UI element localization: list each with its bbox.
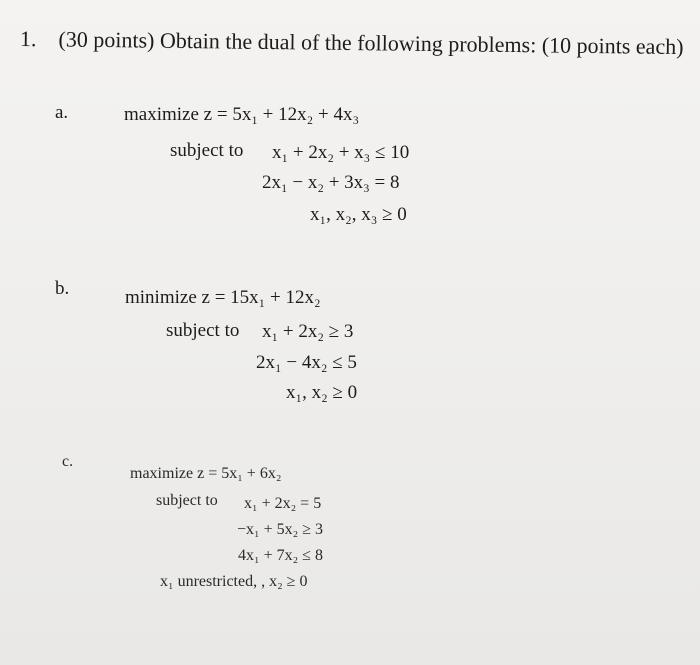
problem-c-constraint-1: x₁ + 2x₂ = 5 (244, 495, 322, 512)
problem-a-constraint-2: 2x₁ − x₂ + 3x₃ = 8 (262, 172, 400, 193)
problem-c-constraint-2: −x₁ + 5x₂ ≥ 3 (237, 521, 323, 538)
problem-a-subject-to: subject to (170, 140, 244, 161)
question-title-row (20, 26, 684, 60)
question-number: 1. (19, 26, 37, 52)
problem-c-label: c. (62, 453, 74, 470)
problem-b-label: b. (55, 278, 70, 299)
problem-c-constraint-3: 4x₁ + 7x₂ ≤ 8 (238, 547, 323, 564)
problem-c-objective: maximize z = 5x₁ + 6x₂ (130, 465, 282, 482)
problem-c-constraint-4: x₁ unrestricted, , x₂ ≥ 0 (160, 573, 308, 590)
problem-a-constraint-1: x₁ + 2x₂ + x₃ ≤ 10 (272, 142, 410, 163)
problem-b-constraint-3: x₁, x₂ ≥ 0 (286, 382, 358, 403)
problem-a-constraint-3: x₁, x₂, x₃ ≥ 0 (310, 204, 407, 225)
question-title: (30 points) Obtain the dual of the following problems: (10 points each) (58, 26, 684, 60)
problem-b-objective: minimize z = 15x₁ + 12x₂ (125, 287, 321, 308)
problem-b-constraint-2: 2x₁ − 4x₂ ≤ 5 (256, 352, 357, 373)
problem-a-objective: maximize z = 5x₁ + 12x₂ + 4x₃ (124, 104, 360, 125)
problem-b-subject-to: subject to (166, 320, 240, 341)
problem-a-label: a. (55, 102, 69, 123)
problem-c-subject-to: subject to (156, 492, 218, 509)
problem-b-constraint-1: x₁ + 2x₂ ≥ 3 (262, 321, 354, 342)
